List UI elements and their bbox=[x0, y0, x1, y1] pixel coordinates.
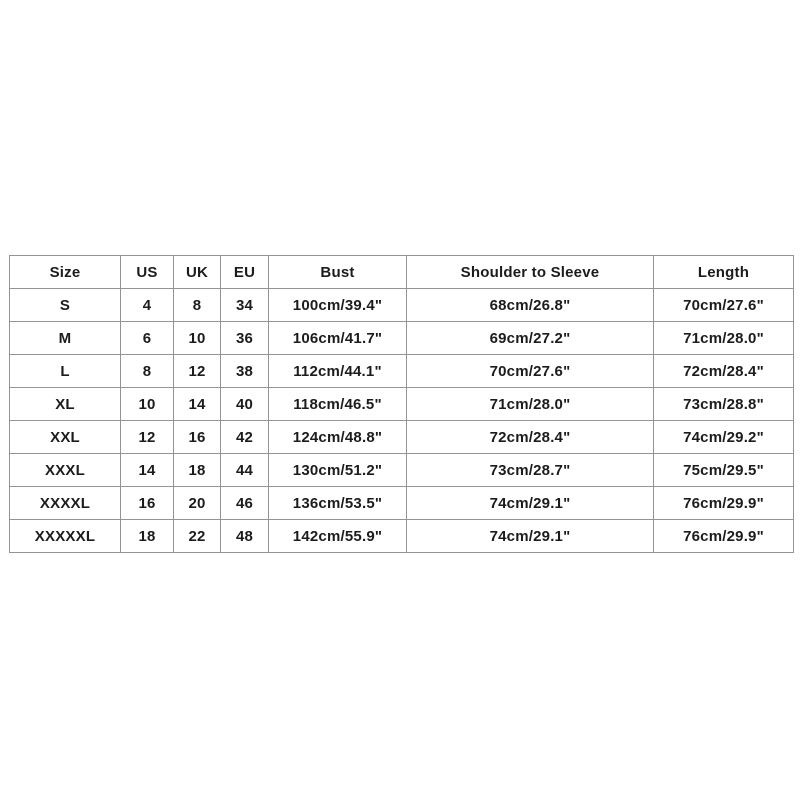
table-cell: L bbox=[10, 355, 121, 388]
table-cell: M bbox=[10, 322, 121, 355]
table-cell: 14 bbox=[121, 454, 174, 487]
table-row bbox=[10, 322, 794, 355]
table-cell: 75cm/29.5" bbox=[654, 454, 794, 487]
table-row bbox=[10, 289, 794, 322]
table-cell: 4 bbox=[121, 289, 174, 322]
header-cell: Length bbox=[654, 256, 794, 289]
table-cell: 71cm/28.0" bbox=[407, 388, 654, 421]
table-cell: 22 bbox=[174, 520, 221, 553]
table-cell: 106cm/41.7" bbox=[269, 322, 407, 355]
table-cell: 8 bbox=[174, 289, 221, 322]
table-cell: 6 bbox=[121, 322, 174, 355]
table-row bbox=[10, 454, 794, 487]
header-row bbox=[10, 256, 794, 289]
size-chart-body bbox=[10, 289, 794, 553]
table-cell: 71cm/28.0" bbox=[654, 322, 794, 355]
table-row bbox=[10, 388, 794, 421]
table-cell: 12 bbox=[121, 421, 174, 454]
table-cell: 18 bbox=[174, 454, 221, 487]
table-cell: XXL bbox=[10, 421, 121, 454]
table-row bbox=[10, 520, 794, 553]
table-cell: 73cm/28.7" bbox=[407, 454, 654, 487]
header-cell: UK bbox=[174, 256, 221, 289]
table-cell: 70cm/27.6" bbox=[654, 289, 794, 322]
size-chart-header bbox=[10, 256, 794, 289]
table-cell: 8 bbox=[121, 355, 174, 388]
table-cell: 10 bbox=[174, 322, 221, 355]
table-cell: XXXXL bbox=[10, 487, 121, 520]
table-cell: 130cm/51.2" bbox=[269, 454, 407, 487]
header-cell: EU bbox=[221, 256, 269, 289]
table-cell: 34 bbox=[221, 289, 269, 322]
table-row bbox=[10, 487, 794, 520]
table-cell: 14 bbox=[174, 388, 221, 421]
header-cell: US bbox=[121, 256, 174, 289]
table-cell: S bbox=[10, 289, 121, 322]
header-cell: Size bbox=[10, 256, 121, 289]
table-cell: 100cm/39.4" bbox=[269, 289, 407, 322]
table-cell: 68cm/26.8" bbox=[407, 289, 654, 322]
table-cell: 112cm/44.1" bbox=[269, 355, 407, 388]
table-cell: 74cm/29.1" bbox=[407, 520, 654, 553]
header-cell: Shoulder to Sleeve bbox=[407, 256, 654, 289]
table-cell: 42 bbox=[221, 421, 269, 454]
table-cell: 16 bbox=[174, 421, 221, 454]
table-cell: 18 bbox=[121, 520, 174, 553]
table-cell: 69cm/27.2" bbox=[407, 322, 654, 355]
table-cell: 76cm/29.9" bbox=[654, 487, 794, 520]
table-cell: 70cm/27.6" bbox=[407, 355, 654, 388]
table-cell: 124cm/48.8" bbox=[269, 421, 407, 454]
table-cell: 136cm/53.5" bbox=[269, 487, 407, 520]
table-cell: 12 bbox=[174, 355, 221, 388]
table-cell: 72cm/28.4" bbox=[654, 355, 794, 388]
table-cell: XL bbox=[10, 388, 121, 421]
table-row bbox=[10, 421, 794, 454]
table-cell: 36 bbox=[221, 322, 269, 355]
table-cell: 74cm/29.2" bbox=[654, 421, 794, 454]
table-cell: 74cm/29.1" bbox=[407, 487, 654, 520]
table-cell: 142cm/55.9" bbox=[269, 520, 407, 553]
size-chart-table bbox=[9, 255, 794, 553]
table-cell: 20 bbox=[174, 487, 221, 520]
table-cell: 40 bbox=[221, 388, 269, 421]
table-cell: 38 bbox=[221, 355, 269, 388]
table-cell: 72cm/28.4" bbox=[407, 421, 654, 454]
table-cell: 48 bbox=[221, 520, 269, 553]
table-cell: 46 bbox=[221, 487, 269, 520]
header-cell: Bust bbox=[269, 256, 407, 289]
table-cell: 118cm/46.5" bbox=[269, 388, 407, 421]
table-cell: 73cm/28.8" bbox=[654, 388, 794, 421]
table-row bbox=[10, 355, 794, 388]
table-cell: 44 bbox=[221, 454, 269, 487]
table-cell: XXXXXL bbox=[10, 520, 121, 553]
table-cell: XXXL bbox=[10, 454, 121, 487]
table-cell: 16 bbox=[121, 487, 174, 520]
table-cell: 76cm/29.9" bbox=[654, 520, 794, 553]
table-cell: 10 bbox=[121, 388, 174, 421]
